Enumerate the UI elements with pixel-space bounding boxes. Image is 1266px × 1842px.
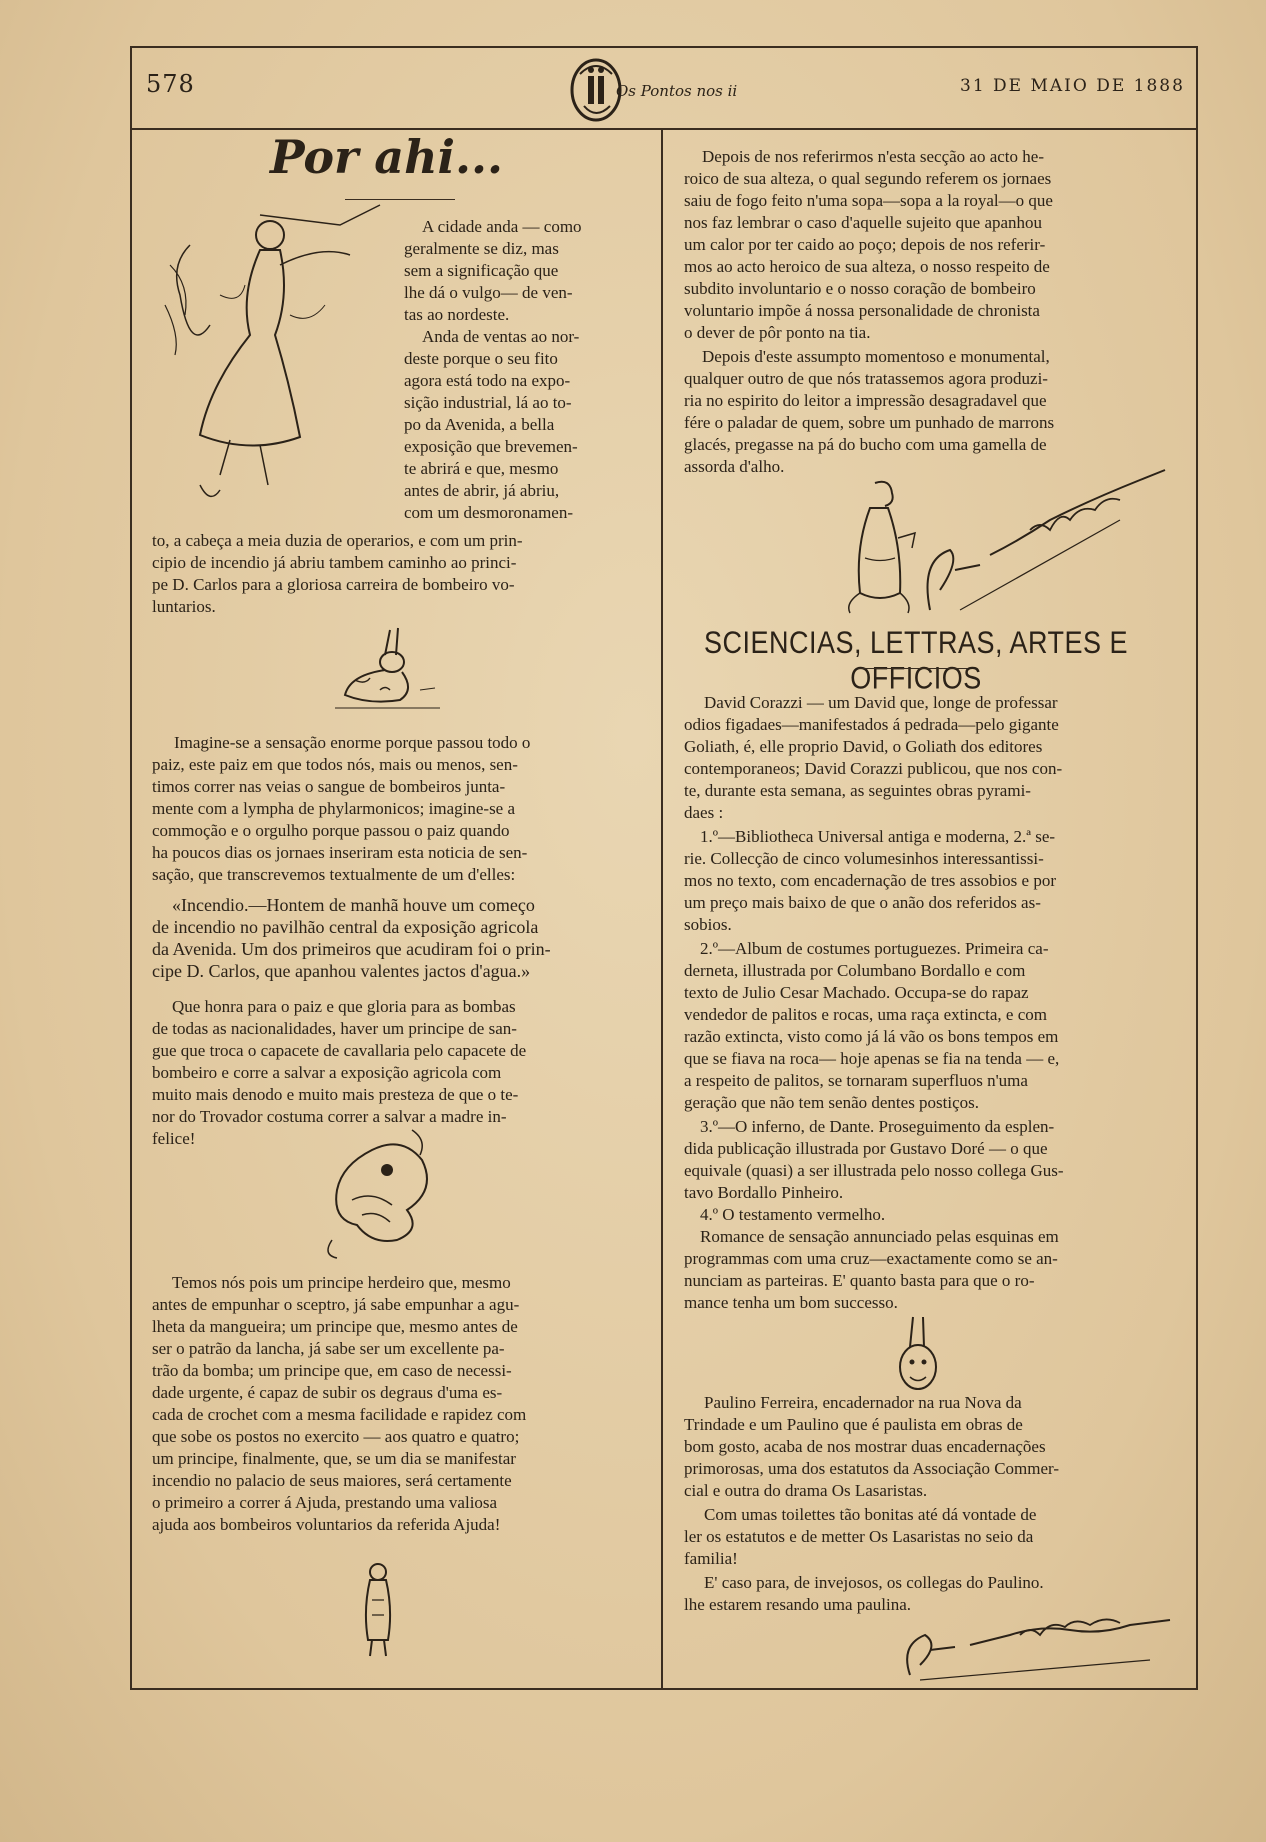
text-line: contemporaneos; David Corazzi publicou, que nos con- xyxy=(684,759,1063,778)
text-line: nor do Trovador costuma correr a salvar a madre in- xyxy=(152,1107,507,1126)
text-line: assorda d'alho. xyxy=(684,457,785,476)
left-paragraph-4 xyxy=(152,996,632,1150)
text-line: «Incendio.—Hontem de manhã houve um começo xyxy=(172,895,535,915)
text-line: muito mais denodo e muito mais presteza de que o te- xyxy=(152,1085,519,1104)
signature-2 xyxy=(900,1605,1180,1685)
text-line: Anda de ventas ao nor- xyxy=(422,327,580,346)
text-line: glacés, pregasse na pá do bucho com uma gamella de xyxy=(684,435,1047,454)
text-line: timos correr nas veias o sangue de bombeiros junta- xyxy=(152,777,506,796)
text-line: rie. Collecção de cinco volumesinhos interessantissi- xyxy=(684,849,1044,868)
text-line: mance tenha um bom successo. xyxy=(684,1293,898,1312)
text-line: deste porque o seu fito xyxy=(404,349,558,368)
text-line: cada de crochet com a mesma facilidade e rapidez com xyxy=(152,1405,527,1424)
text-line: geralmente se diz, mas xyxy=(404,239,559,258)
text-line: odios figadaes—manifestados á pedrada—pelo gigante xyxy=(684,715,1059,734)
text-line: luntarios. xyxy=(152,597,216,616)
text-line: qualquer outro de que nós tratassemos agora produzi- xyxy=(684,369,1048,388)
text-line: a respeito de palitos, se tornaram superfluos n'uma xyxy=(684,1071,1028,1090)
text-line: dida publicação illustrada por Gustavo Doré — o que xyxy=(684,1139,1048,1158)
text-line: Depois d'este assumpto momentoso e monumental, xyxy=(702,347,1050,366)
right-sci-item-1 xyxy=(684,826,1144,936)
right-sci-item-2 xyxy=(684,938,1144,1114)
text-line: primorosas, uma dos estatutos da Associação Commer- xyxy=(684,1459,1060,1478)
text-line: um preço mais baixo de que o anão dos referidos as- xyxy=(684,893,1041,912)
text-line: felice! xyxy=(152,1129,196,1148)
text-line: derneta, illustrada por Columbano Bordallo e com xyxy=(684,961,1026,980)
text-line: o dever de pôr ponto na tia. xyxy=(684,323,871,342)
text-line: bombeiro e corre a salvar a exposição agricola com xyxy=(152,1063,502,1082)
text-line: E' caso para, de invejosos, os collegas do Paulino. xyxy=(704,1573,1044,1592)
text-line: 2.º—Album de costumes portuguezes. Primeira ca- xyxy=(700,939,1049,958)
text-line: sação, que transcrevemos textualmente de um d'elles: xyxy=(152,865,516,884)
text-line: Trindade e um Paulino que é paulista em obras de xyxy=(684,1415,1023,1434)
text-line: cial e outra do drama Os Lasaristas. xyxy=(684,1481,928,1500)
text-line: Temos nós pois um principe herdeiro que, mesmo xyxy=(172,1273,511,1292)
text-line: voluntario impõe á nossa personalidade de chronista xyxy=(684,301,1040,320)
text-line: tas ao nordeste. xyxy=(404,305,510,324)
text-line: te, durante esta semana, as seguintes obras pyrami- xyxy=(684,781,1031,800)
text-line: agora está todo na expo- xyxy=(404,371,571,390)
text-line: sem a significação que xyxy=(404,261,559,280)
text-line: cipe D. Carlos, que apanhou valentes jactos d'agua.» xyxy=(152,961,531,981)
text-line: Romance de sensação annunciado pelas esquinas em xyxy=(700,1227,1059,1246)
text-line: de todas as nacionalidades, haver um principe de san- xyxy=(152,1019,517,1038)
text-line: gue que troca o capacete de cavallaria pelo capacete de xyxy=(152,1041,527,1060)
masthead-text: Os Pontos nos ii xyxy=(616,82,738,100)
text-line: sobios. xyxy=(684,915,732,934)
masthead-logo xyxy=(566,54,738,124)
text-line: geração que não tem senão dentes postiços. xyxy=(684,1093,980,1112)
text-line: Que honra para o paiz e que gloria para as bombas xyxy=(172,997,516,1016)
text-line: te abrirá e que, mesmo xyxy=(404,459,559,478)
text-line: lhe dá o vulgo— de ven- xyxy=(404,283,573,302)
text-line: commoção e o orgulho porque passou o paiz quando xyxy=(152,821,510,840)
left-paragraph-5 xyxy=(152,1272,632,1536)
text-line: subdito involuntario e o nosso coração de bombeiro xyxy=(684,279,1036,298)
right-sci-toilettes xyxy=(684,1504,1144,1570)
signature-1 xyxy=(920,460,1180,620)
illustration-rabbit xyxy=(330,620,450,715)
text-line: que sobe os postos no exercito — aos quatro e quatro; xyxy=(152,1427,520,1446)
text-line: trão da bomba; um principe que, em caso de necessi- xyxy=(152,1361,512,1380)
text-line: pe D. Carlos para a gloriosa carreira de bombeiro vo- xyxy=(152,575,515,594)
text-line: um calor por ter caido ao poço; depois de nos referir- xyxy=(684,235,1046,254)
text-line: fére o paladar de quem, sobre um punhado de marrons xyxy=(684,413,1055,432)
text-line: texto de Julio Cesar Machado. Occupa-se do rapaz xyxy=(684,983,1029,1002)
left-paragraph-1b xyxy=(152,530,632,618)
text-line: de incendio no pavilhão central da exposição agricola xyxy=(152,917,539,937)
text-line: ajuda aos bombeiros voluntarios da referida Ajuda! xyxy=(152,1515,501,1534)
text-line: nunciam as parteiras. E' quanto basta para que o ro- xyxy=(684,1271,1035,1290)
text-line: po da Avenida, a bella xyxy=(404,415,555,434)
right-sci-paragraph-1 xyxy=(684,692,1144,824)
text-line: da Avenida. Um dos primeiros que acudiram foi o prin- xyxy=(152,939,551,959)
right-sci-item-3 xyxy=(684,1116,1144,1204)
text-line: bom gosto, acaba de nos mostrar duas encadernações xyxy=(684,1437,1046,1456)
text-line: mos no texto, com encadernação de tres assobios e por xyxy=(684,871,1056,890)
text-line: equivale (quasi) a ser illustrada pelo nosso collega Gus- xyxy=(684,1161,1064,1180)
text-line: programmas com uma cruz—exactamente como se an- xyxy=(684,1249,1058,1268)
title-rule xyxy=(345,199,455,200)
text-line: paiz, este paiz em que todos nós, mais ou menos, sen- xyxy=(152,755,518,774)
text-line: lheta da mangueira; um principe que, mesmo antes de xyxy=(152,1317,518,1336)
text-line: dade urgente, é capaz de subir os degraus d'uma es- xyxy=(152,1383,503,1402)
text-line: Imagine-se a sensação enorme porque passou todo o xyxy=(174,733,531,752)
text-line: saiu de fogo feito n'uma sopa—sopa a la royal—o que xyxy=(684,191,1053,210)
section-title: Por ahi... xyxy=(270,130,504,184)
right-paragraph-2 xyxy=(684,346,1144,478)
page-number: 578 xyxy=(146,70,195,98)
illustration-small-figure xyxy=(348,1560,408,1660)
issue-date: 31 DE MAIO DE 1888 xyxy=(960,76,1185,96)
right-sci-paulino xyxy=(684,1392,1144,1502)
illustration-bird xyxy=(312,1130,442,1260)
text-line: Depois de nos referirmos n'esta secção ao acto he- xyxy=(702,147,1044,166)
text-line: incendio no palacio de seus maiores, será certamente xyxy=(152,1471,512,1490)
text-line: familia! xyxy=(684,1549,738,1568)
column-divider xyxy=(661,130,663,1688)
text-line: mos ao acto heroico de sua alteza, o nosso respeito de xyxy=(684,257,1050,276)
text-line: antes de empunhar o sceptro, já sabe empunhar a agu- xyxy=(152,1295,520,1314)
text-line: cipio de incendio já abriu tambem caminho ao princi- xyxy=(152,553,517,572)
left-quote-incendio xyxy=(152,894,632,982)
text-line: ha poucos dias os jornaes inseriram esta noticia de sen- xyxy=(152,843,528,862)
text-line: lhe estarem resando uma paulina. xyxy=(684,1595,912,1614)
text-line: to, a cabeça a meia duzia de operarios, e com um prin- xyxy=(152,531,523,550)
text-line: 4.º O testamento vermelho. xyxy=(700,1205,886,1224)
text-line: nos faz lembrar o caso d'aquelle sujeito que apanhou xyxy=(684,213,1043,232)
text-line: exposição que brevemen- xyxy=(404,437,578,456)
illustration-rabbit-head xyxy=(888,1312,948,1402)
text-line: sição industrial, lá ao to- xyxy=(404,393,572,412)
text-line: A cidade anda — como xyxy=(422,217,582,236)
text-line: ler os estatutos e de metter Os Lasaristas no seio da xyxy=(684,1527,1034,1546)
text-line: Com umas toilettes tão bonitas até dá vontade de xyxy=(704,1505,1037,1524)
text-line: mente com a lympha de phylarmonicos; imagine-se a xyxy=(152,799,516,818)
text-line: antes de abrir, já abriu, xyxy=(404,481,560,500)
text-line: um principe, finalmente, que, se um dia se manifestar xyxy=(152,1449,516,1468)
text-line: daes : xyxy=(684,803,724,822)
text-line: com um desmoronamen- xyxy=(404,503,574,522)
text-line: 1.º—Bibliotheca Universal antiga e moderna, 2.ª se- xyxy=(700,827,1056,846)
text-line: Goliath, é, elle proprio David, o Goliath dos editores xyxy=(684,737,1043,756)
section-heading-sciencias: SCIENCIAS, LETTRAS, ARTES E OFFICIOS xyxy=(703,625,1129,696)
text-line: o primeiro a correr á Ajuda, prestando uma valiosa xyxy=(152,1493,498,1512)
text-line: vendedor de palitos e rocas, uma raça extincta, e com xyxy=(684,1005,1047,1024)
left-paragraph-2 xyxy=(152,732,632,886)
text-line: ria no espirito do leitor a impressão desagradavel que xyxy=(684,391,1047,410)
illustration-cloaked-figure xyxy=(840,478,920,618)
text-line: que se fiava na roca— hoje apenas se fia na tenda — e, xyxy=(684,1049,1060,1068)
text-line: razão extincta, visto como já lá vão os bons tempos em xyxy=(684,1027,1059,1046)
text-line: roico de sua alteza, o qual segundo referem os jornaes xyxy=(684,169,1052,188)
text-line: 3.º—O inferno, de Dante. Proseguimento da esplen- xyxy=(700,1117,1055,1136)
text-line: Paulino Ferreira, encadernador na rua Nova da xyxy=(704,1393,1022,1412)
illustration-dancing-figure xyxy=(150,205,390,515)
text-line: tavo Bordallo Pinheiro. xyxy=(684,1183,844,1202)
right-paragraph-1 xyxy=(684,146,1144,344)
text-line: ser o patrão da lancha, já sabe ser um excellente pa- xyxy=(152,1339,505,1358)
section-heading-rule xyxy=(858,668,968,669)
right-sci-item-4 xyxy=(684,1204,1144,1314)
text-line: David Corazzi — um David que, longe de professar xyxy=(704,693,1058,712)
left-paragraph-1-wrap xyxy=(404,216,632,524)
